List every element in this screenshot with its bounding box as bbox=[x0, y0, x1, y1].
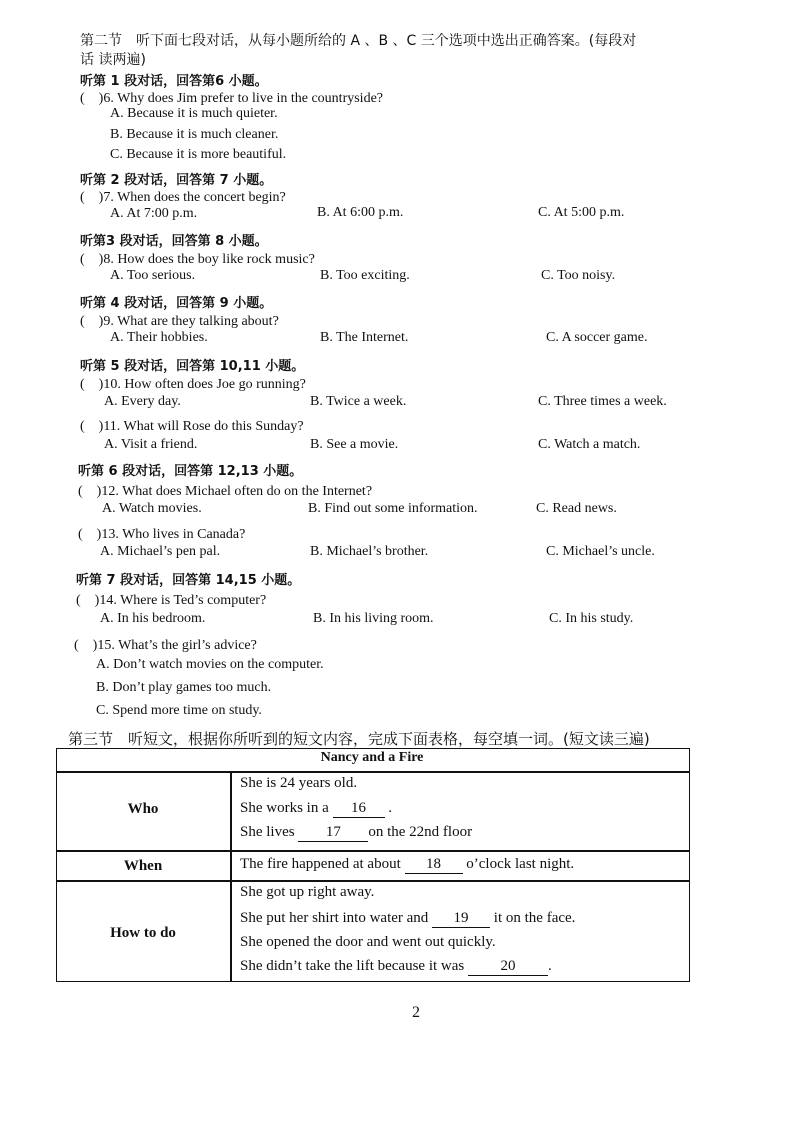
option-b: B. Too exciting. bbox=[320, 268, 410, 283]
how-line-3: She opened the door and went out quickly. bbox=[240, 934, 496, 950]
question-stem: ( )11. What will Rose do this Sunday? bbox=[80, 419, 304, 434]
question-stem: ( )13. Who lives in Canada? bbox=[78, 527, 246, 542]
group-heading: 听第 4 段对话，回答第 9 小题。 bbox=[80, 296, 273, 311]
question-stem: ( )7. When does the concert begin? bbox=[80, 190, 286, 205]
option-b: B. Michael’s brother. bbox=[310, 544, 429, 559]
how-line-4-end: . bbox=[548, 958, 552, 974]
table-divider bbox=[56, 771, 689, 773]
option-c: C. Read news. bbox=[536, 501, 617, 516]
table-divider bbox=[56, 850, 689, 852]
option-c: C. A soccer game. bbox=[546, 330, 648, 345]
option-c: C. At 5:00 p.m. bbox=[538, 205, 625, 220]
how-line-4-text: She didn’t take the lift because it was bbox=[240, 958, 465, 974]
when-line-text: The fire happened at about bbox=[240, 856, 401, 872]
option-c: C. Because it is more beautiful. bbox=[110, 147, 287, 162]
question-stem: ( )8. How does the boy like rock music? bbox=[80, 252, 315, 267]
how-line-1: She got up right away. bbox=[240, 884, 375, 900]
page-number: 2 bbox=[412, 1004, 420, 1021]
row-label-who: Who bbox=[127, 801, 159, 817]
question-stem: ( )10. How often does Joe go running? bbox=[80, 377, 306, 392]
who-line-3 bbox=[240, 824, 472, 842]
option-b: B. The Internet. bbox=[320, 330, 409, 345]
question-stem: ( )12. What does Michael often do on the Internet? bbox=[78, 484, 373, 499]
option-a: A. Every day. bbox=[104, 394, 181, 409]
group-heading: 听第 2 段对话，回答第 7 小题。 bbox=[80, 173, 273, 188]
section2-title-cont: 话 读两遍) bbox=[80, 52, 146, 68]
option-c: C. Spend more time on study. bbox=[96, 703, 262, 718]
option-b: B. In his living room. bbox=[313, 611, 434, 626]
who-line-2-text: She works in a bbox=[240, 800, 329, 816]
option-b: B. Find out some information. bbox=[308, 501, 478, 516]
when-line bbox=[240, 856, 574, 874]
option-b: B. See a movie. bbox=[310, 437, 399, 452]
blank-16: 16 bbox=[333, 800, 385, 818]
option-a: A. In his bedroom. bbox=[100, 611, 206, 626]
option-c: C. Michael’s uncle. bbox=[546, 544, 655, 559]
option-a: A. Visit a friend. bbox=[104, 437, 198, 452]
who-line-2-end: . bbox=[388, 800, 392, 816]
option-c: C. Three times a week. bbox=[538, 394, 667, 409]
row-label-how: How to do bbox=[110, 925, 176, 941]
option-a: A. Michael’s pen pal. bbox=[100, 544, 221, 559]
group-heading: 听第 7 段对话，回答第 14,15 小题。 bbox=[76, 573, 301, 588]
how-line-2-end: it on the face. bbox=[493, 910, 576, 926]
option-b: B. Twice a week. bbox=[310, 394, 407, 409]
who-line-3-end: on the 22nd floor bbox=[368, 824, 473, 840]
question-stem: ( )15. What’s the girl’s advice? bbox=[74, 638, 257, 653]
who-line-3-text: She lives bbox=[240, 824, 295, 840]
who-line-1: She is 24 years old. bbox=[240, 775, 358, 791]
option-a: A. Too serious. bbox=[110, 268, 196, 283]
option-c: C. Watch a match. bbox=[538, 437, 641, 452]
section2-title: 第二节 听下面七段对话，从每小题所给的 A 、B 、C 三个选项中选出正确答案。(每段对 bbox=[80, 33, 637, 49]
row-label-when: When bbox=[123, 858, 163, 874]
table-divider bbox=[230, 771, 232, 981]
option-b: B. Because it is much cleaner. bbox=[110, 127, 279, 142]
section3-title: 第三节 听短文，根据你所听到的短文内容，完成下面表格，每空填一词。(短文读三遍) bbox=[68, 730, 650, 748]
who-line-2 bbox=[240, 800, 392, 818]
option-a: A. Their hobbies. bbox=[110, 330, 208, 345]
option-b: B. Don’t play games too much. bbox=[96, 680, 272, 695]
group-heading: 听第 1 段对话，回答第6 小题。 bbox=[80, 74, 268, 89]
option-a: A. Because it is much quieter. bbox=[110, 106, 278, 121]
option-a: A. Don’t watch movies on the computer. bbox=[96, 657, 324, 672]
question-stem: ( )6. Why does Jim prefer to live in the countryside? bbox=[80, 91, 383, 106]
how-line-2-text: She put her shirt into water and bbox=[240, 910, 429, 926]
blank-17: 17 bbox=[298, 824, 368, 842]
option-b: B. At 6:00 p.m. bbox=[317, 205, 404, 220]
table-divider bbox=[56, 880, 689, 882]
blank-18: 18 bbox=[405, 856, 463, 874]
option-c: C. In his study. bbox=[549, 611, 634, 626]
option-c: C. Too noisy. bbox=[541, 268, 616, 283]
question-stem: ( )14. Where is Ted’s computer? bbox=[76, 593, 267, 608]
how-line-4 bbox=[240, 958, 552, 976]
option-a: A. At 7:00 p.m. bbox=[110, 206, 198, 221]
how-line-2 bbox=[240, 910, 575, 928]
question-stem: ( )9. What are they talking about? bbox=[80, 314, 279, 329]
blank-20: 20 bbox=[468, 958, 548, 976]
option-a: A. Watch movies. bbox=[102, 501, 202, 516]
blank-19: 19 bbox=[432, 910, 490, 928]
when-line-end: o’clock last night. bbox=[466, 856, 575, 872]
group-heading: 听第 5 段对话，回答第 10,11 小题。 bbox=[80, 359, 305, 374]
group-heading: 听第3 段对话，回答第 8 小题。 bbox=[80, 234, 268, 249]
table-title: Nancy and a Fire bbox=[320, 750, 424, 765]
group-heading: 听第 6 段对话，回答第 12,13 小题。 bbox=[78, 464, 303, 479]
